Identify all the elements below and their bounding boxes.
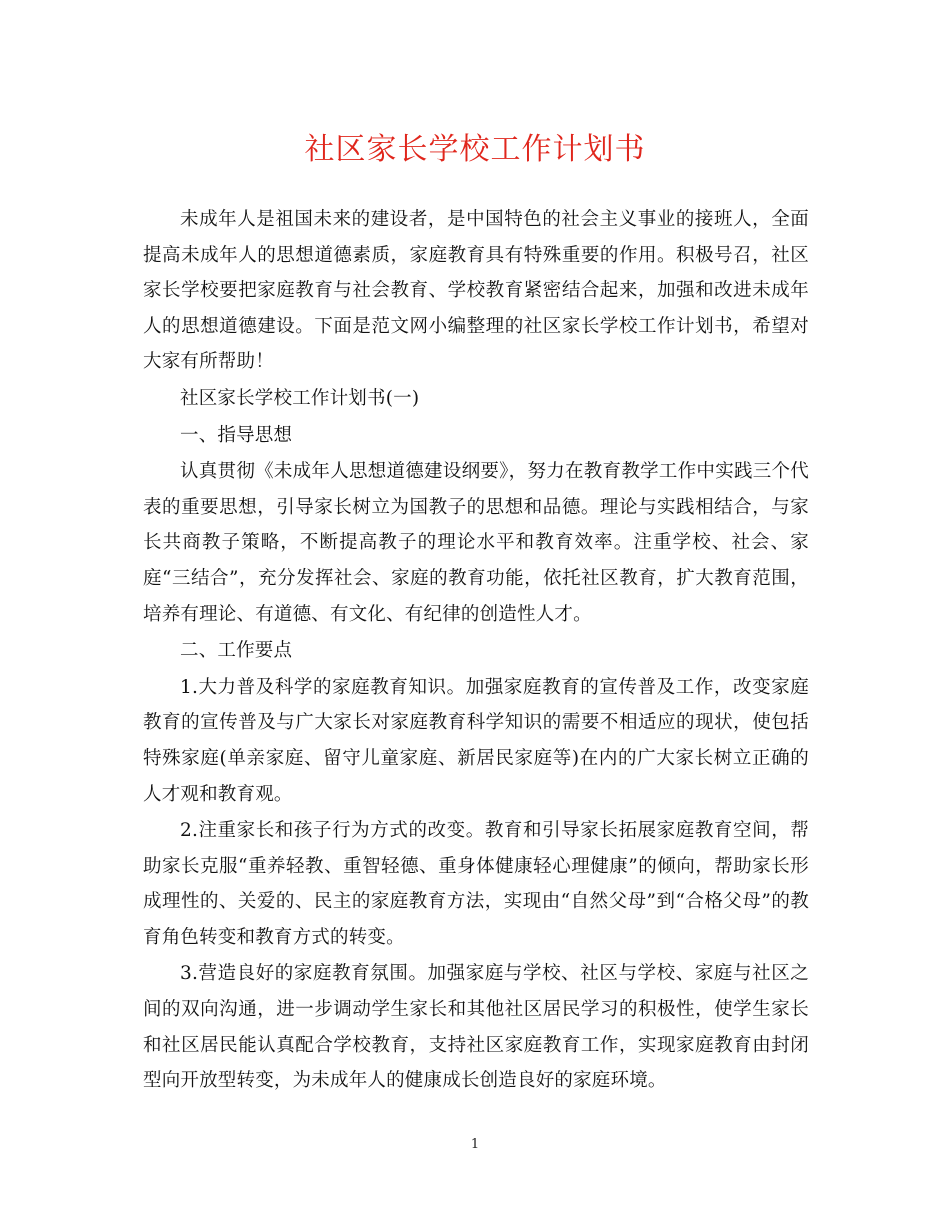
document-title: 社区家长学校工作计划书 bbox=[304, 132, 646, 167]
document-body bbox=[143, 202, 809, 1099]
guiding-thought-paragraph: 认真贯彻《未成年人思想道德建设纲要》，努力在教育教学工作中实践三个代表的重要思想，引导家长树立为国教子的思想和品德。理论与实践相结合，与家长共商教子策略，不断提高教子的理论水平和教育效率。注重学校、社会、家庭“三结合”，充分发挥社会、家庭的教育功能，依托社区教育，扩大教育范围，培养有理论、有道德、有文化、有纪律的创造性人才。 bbox=[143, 461, 809, 625]
section-heading-guiding-thought: 一、指导思想 bbox=[180, 424, 293, 446]
work-point-2: 2.注重家长和孩子行为方式的改变。教育和引导家长拓展家庭教育空间，帮助家长克服“重养轻教、重智轻德、重身体健康轻心理健康”的倾向，帮助家长形成理性的、关爱的、民主的家庭教育方法，实现由“自然父母”到“合格父母”的教育角色转变和教育方式的转变。 bbox=[143, 820, 809, 948]
work-point-3: 3.营造良好的家庭教育氛围。加强家庭与学校、社区与学校、家庭与社区之间的双向沟通，进一步调动学生家长和其他社区居民学习的积极性，使学生家长和社区居民能认真配合学校教育，支持社区家庭教育工作，实现家庭教育由封闭型向开放型转变，为未成年人的健康成长创造良好的家庭环境。 bbox=[143, 963, 809, 1092]
section-heading-work-points: 二、工作要点 bbox=[180, 640, 293, 662]
work-point-1: 1.大力普及科学的家庭教育知识。加强家庭教育的宣传普及工作，改变家庭教育的宣传普及与广大家长对家庭教育科学知识的需要不相适应的现状，使包括特殊家庭(单亲家庭、留守儿童家庭、新居民家庭等)在内的广大家长树立正确的人才观和教育观。 bbox=[143, 676, 809, 805]
plan-subtitle: 社区家长学校工作计划书(一) bbox=[180, 387, 420, 409]
page-number: 1 bbox=[470, 1137, 480, 1152]
intro-paragraph: 未成年人是祖国未来的建设者，是中国特色的社会主义事业的接班人，全面提高未成年人的思想道德素质，家庭教育具有特殊重要的作用。积极号召，社区家长学校要把家庭教育与社会教育、学校教育紧密结合起来，加强和改进未成年人的思想道德建设。下面是范文网小编整理的社区家长学校工作计划书，希望对大家有所帮助！ bbox=[143, 209, 809, 373]
